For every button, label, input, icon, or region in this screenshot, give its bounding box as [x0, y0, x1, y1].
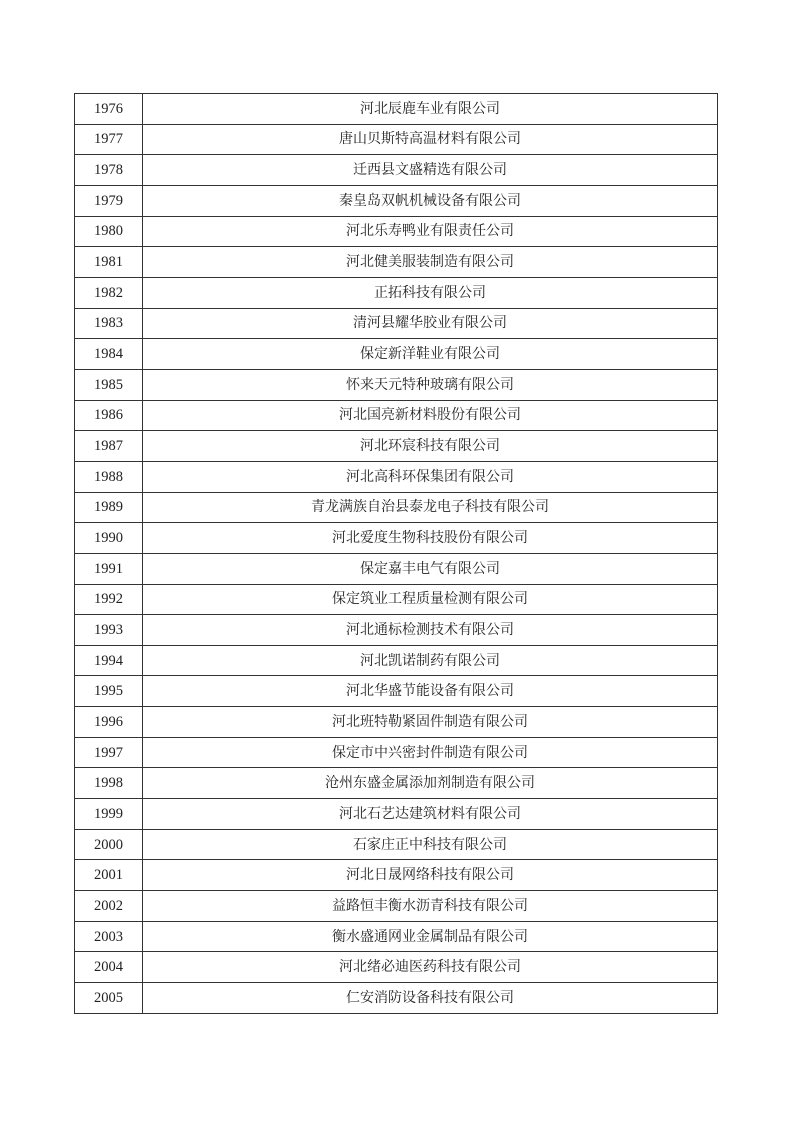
table-row — [75, 615, 718, 646]
table-row — [75, 768, 718, 799]
row-number: 1996 — [75, 707, 143, 738]
row-number: 1984 — [75, 339, 143, 370]
row-number: 1990 — [75, 523, 143, 554]
company-name: 保定筑业工程质量检测有限公司 — [143, 584, 718, 615]
table-row — [75, 584, 718, 615]
company-name: 河北凯诺制药有限公司 — [143, 645, 718, 676]
company-name: 河北爱度生物科技股份有限公司 — [143, 523, 718, 554]
company-name: 石家庄正中科技有限公司 — [143, 829, 718, 860]
table-row — [75, 983, 718, 1014]
table-row — [75, 492, 718, 523]
company-name: 怀来天元特种玻璃有限公司 — [143, 369, 718, 400]
company-name: 沧州东盛金属添加剂制造有限公司 — [143, 768, 718, 799]
row-number: 1989 — [75, 492, 143, 523]
company-name: 唐山贝斯特高温材料有限公司 — [143, 124, 718, 155]
table-row — [75, 277, 718, 308]
table-row — [75, 155, 718, 186]
row-number: 1986 — [75, 400, 143, 431]
table-row — [75, 952, 718, 983]
company-name: 秦皇岛双帆机械设备有限公司 — [143, 185, 718, 216]
row-number: 2001 — [75, 860, 143, 891]
row-number: 1978 — [75, 155, 143, 186]
company-name: 河北石艺达建筑材料有限公司 — [143, 799, 718, 830]
table-row — [75, 921, 718, 952]
row-number: 1999 — [75, 799, 143, 830]
company-name: 河北健美服装制造有限公司 — [143, 247, 718, 278]
table-row — [75, 860, 718, 891]
table-row — [75, 400, 718, 431]
row-number: 1985 — [75, 369, 143, 400]
table-row — [75, 247, 718, 278]
table-row — [75, 676, 718, 707]
company-name: 衡水盛通网业金属制品有限公司 — [143, 921, 718, 952]
table-row — [75, 369, 718, 400]
row-number: 1979 — [75, 185, 143, 216]
row-number: 1995 — [75, 676, 143, 707]
row-number: 1991 — [75, 553, 143, 584]
company-name: 清河县耀华胶业有限公司 — [143, 308, 718, 339]
company-list-table — [74, 93, 718, 1014]
row-number: 1997 — [75, 737, 143, 768]
company-name: 河北绪必迪医药科技有限公司 — [143, 952, 718, 983]
company-name: 河北辰鹿车业有限公司 — [143, 94, 718, 125]
row-number: 2003 — [75, 921, 143, 952]
company-name: 河北国亮新材料股份有限公司 — [143, 400, 718, 431]
company-name: 河北日晟网络科技有限公司 — [143, 860, 718, 891]
row-number: 1988 — [75, 461, 143, 492]
table-row — [75, 124, 718, 155]
row-number: 1994 — [75, 645, 143, 676]
company-name: 河北高科环保集团有限公司 — [143, 461, 718, 492]
company-name: 河北通标检测技术有限公司 — [143, 615, 718, 646]
company-name: 仁安消防设备科技有限公司 — [143, 983, 718, 1014]
table-row — [75, 461, 718, 492]
table-row — [75, 523, 718, 554]
table-row — [75, 799, 718, 830]
row-number: 1998 — [75, 768, 143, 799]
table-row — [75, 891, 718, 922]
company-name: 正拓科技有限公司 — [143, 277, 718, 308]
table-row — [75, 94, 718, 125]
company-name: 河北乐寿鸭业有限责任公司 — [143, 216, 718, 247]
table-row — [75, 553, 718, 584]
row-number: 2000 — [75, 829, 143, 860]
table-row — [75, 216, 718, 247]
row-number: 2005 — [75, 983, 143, 1014]
company-name: 保定嘉丰电气有限公司 — [143, 553, 718, 584]
row-number: 1983 — [75, 308, 143, 339]
table-row — [75, 185, 718, 216]
table-row — [75, 645, 718, 676]
table-row — [75, 431, 718, 462]
row-number: 1993 — [75, 615, 143, 646]
table-row — [75, 339, 718, 370]
table-row — [75, 707, 718, 738]
row-number: 2004 — [75, 952, 143, 983]
row-number: 1980 — [75, 216, 143, 247]
table-body — [75, 94, 718, 1014]
company-name: 河北环宸科技有限公司 — [143, 431, 718, 462]
company-name: 河北华盛节能设备有限公司 — [143, 676, 718, 707]
row-number: 1992 — [75, 584, 143, 615]
company-name: 保定市中兴密封件制造有限公司 — [143, 737, 718, 768]
company-name: 青龙满族自治县泰龙电子科技有限公司 — [143, 492, 718, 523]
row-number: 1977 — [75, 124, 143, 155]
row-number: 1982 — [75, 277, 143, 308]
company-name: 保定新洋鞋业有限公司 — [143, 339, 718, 370]
table-row — [75, 829, 718, 860]
table-row — [75, 308, 718, 339]
company-name: 益路恒丰衡水沥青科技有限公司 — [143, 891, 718, 922]
row-number: 1976 — [75, 94, 143, 125]
row-number: 1981 — [75, 247, 143, 278]
company-name: 迁西县文盛精选有限公司 — [143, 155, 718, 186]
table-row — [75, 737, 718, 768]
company-name: 河北班特勒紧固件制造有限公司 — [143, 707, 718, 738]
row-number: 2002 — [75, 891, 143, 922]
row-number: 1987 — [75, 431, 143, 462]
